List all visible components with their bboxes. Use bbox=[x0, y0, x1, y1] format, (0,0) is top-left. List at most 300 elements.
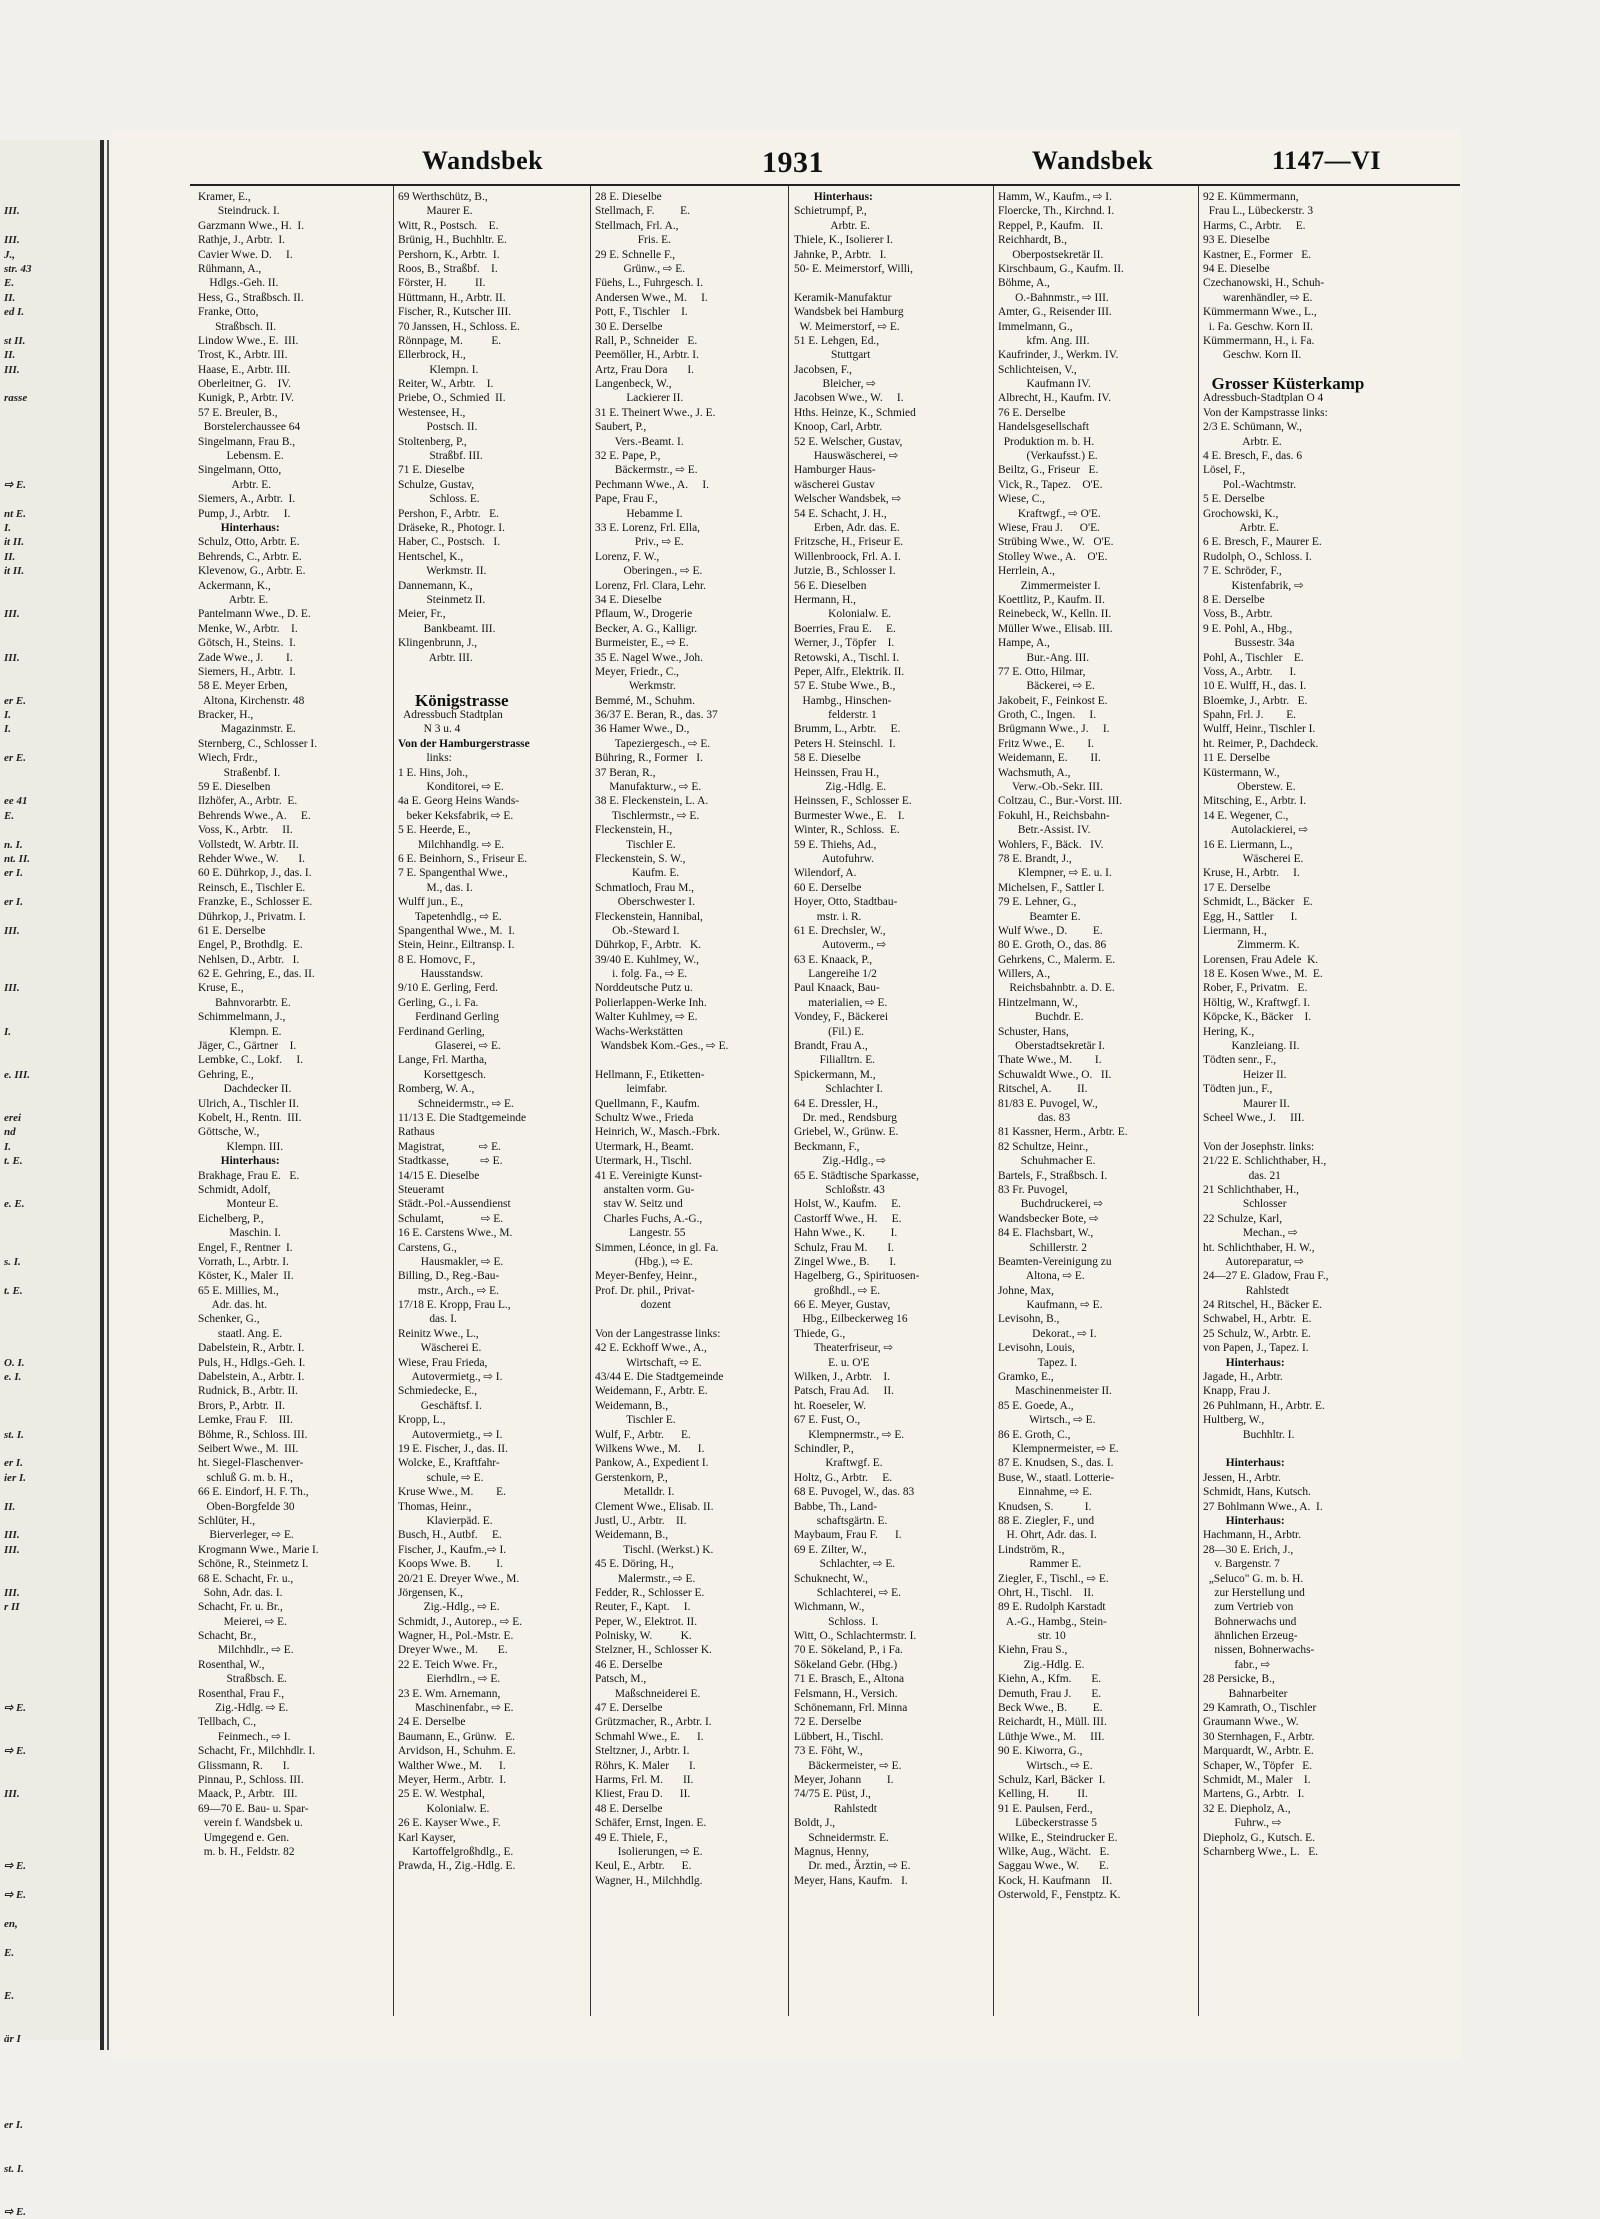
directory-line: Kruse Wwe., M. E. bbox=[398, 1486, 506, 1499]
directory-line: felderstr. 1 bbox=[794, 709, 877, 722]
directory-line: 69 Werthschütz, B., bbox=[398, 191, 488, 203]
directory-line: Bahnarbeiter bbox=[1203, 1687, 1288, 1700]
directory-line: Wiese, Frau J. O'E. bbox=[998, 521, 1100, 534]
column-divider bbox=[788, 186, 789, 2016]
directory-line: Sohn, Adr. das. I. bbox=[198, 1586, 283, 1599]
facing-page-line bbox=[4, 1485, 96, 1499]
directory-line: Stuttgart bbox=[794, 349, 871, 362]
facing-page-line bbox=[4, 1241, 96, 1255]
directory-line: Dreyer Wwe., M. E. bbox=[398, 1644, 508, 1657]
directory-line: Wilendorf, A. bbox=[794, 867, 857, 880]
directory-line: Lösel, F., bbox=[1203, 464, 1246, 477]
directory-line: Buse, W., staatl. Lotterie- bbox=[998, 1471, 1115, 1484]
directory-line: Rahlstedt bbox=[794, 1802, 877, 1815]
directory-line: Meyer, Friedr., C., bbox=[595, 665, 680, 678]
directory-line: O.-Bahnmstr., ⇨ III. bbox=[998, 291, 1109, 304]
facing-page-line bbox=[4, 492, 96, 506]
directory-line: Hampe, A., bbox=[998, 637, 1050, 650]
directory-line: Hinterhaus: bbox=[198, 521, 280, 534]
facing-page-fragment bbox=[4, 190, 96, 2218]
directory-line: Pol.-Wachtmstr. bbox=[1203, 478, 1297, 491]
facing-page-line bbox=[4, 1384, 96, 1398]
directory-line: Vers.-Beamt. I. bbox=[595, 435, 684, 448]
directory-line: 78 E. Brandt, J., bbox=[998, 852, 1072, 865]
facing-page-line: I. bbox=[4, 521, 12, 534]
directory-line: 1 E. Hins, Joh., bbox=[398, 766, 468, 779]
directory-line: Oberstadtsekretär I. bbox=[998, 1040, 1105, 1053]
facing-page-line bbox=[4, 1226, 96, 1240]
facing-page-line: III. bbox=[4, 1788, 20, 1801]
directory-line: 56 E. Dieselben bbox=[794, 579, 867, 592]
directory-line: 63 E. Knaack, P., bbox=[794, 953, 873, 966]
facing-page-line: III. bbox=[4, 363, 20, 376]
directory-line: 25 Schulz, W., Arbtr. E. bbox=[1203, 1327, 1311, 1340]
directory-line: Kümmermann Wwe., L., bbox=[1203, 306, 1317, 319]
directory-line: Wolcke, E., Kraftfahr- bbox=[398, 1457, 500, 1470]
directory-line: Burmester Wwe., E. I. bbox=[794, 809, 905, 822]
directory-line: Griebel, W., Grünw. E. bbox=[794, 1126, 899, 1139]
directory-line: 49 E. Thiele, F., bbox=[595, 1831, 668, 1844]
directory-line: Glaserei, ⇨ E. bbox=[398, 1040, 501, 1053]
directory-line: Kaufm. E. bbox=[595, 867, 680, 880]
facing-page-line bbox=[4, 2003, 96, 2017]
directory-line: Wulf, F., Arbtr. E. bbox=[595, 1428, 691, 1441]
directory-line: 48 E. Derselbe bbox=[595, 1802, 663, 1815]
directory-line: Ackermann, K., bbox=[198, 579, 271, 592]
facing-page-line: III. bbox=[4, 1586, 20, 1599]
directory-line: Königstrasse bbox=[398, 690, 509, 710]
directory-line: Willenbroock, Frl. A. I. bbox=[794, 550, 901, 563]
directory-line: Koettlitz, P., Kaufm. II. bbox=[998, 593, 1105, 606]
facing-page-line: ed I. bbox=[4, 306, 25, 319]
directory-line: Fischer, R., Kutscher III. bbox=[398, 306, 512, 319]
directory-line: 30 E. Derselbe bbox=[595, 320, 663, 333]
facing-page-line: e. III. bbox=[4, 1068, 30, 1081]
directory-line: Maurer II. bbox=[1203, 1097, 1290, 1110]
directory-line: Jessen, H., Arbtr. bbox=[1203, 1471, 1281, 1484]
facing-page-line bbox=[4, 2190, 96, 2204]
directory-line: links: bbox=[398, 752, 452, 765]
directory-line: Kolonialw. E. bbox=[398, 1802, 490, 1815]
directory-line: Gehring, E., bbox=[198, 1068, 254, 1081]
book-gutter bbox=[100, 140, 104, 2050]
directory-line: ht. Roeseler, W. bbox=[794, 1399, 866, 1412]
directory-line: Artz, Frau Dora I. bbox=[595, 363, 695, 376]
directory-line: schaftsgärtn. E. bbox=[794, 1514, 888, 1527]
directory-line: 38 E. Fleckenstein, L. A. bbox=[595, 795, 709, 808]
directory-line: Schultz Wwe., Frieda bbox=[595, 1112, 694, 1124]
directory-line: Dabelstein, R., Arbtr. I. bbox=[198, 1342, 305, 1355]
facing-page-line bbox=[4, 622, 96, 636]
directory-line: Hultberg, W., bbox=[1203, 1414, 1265, 1427]
directory-line: Bracker, H., bbox=[198, 709, 254, 722]
directory-line: Wirtschaft, ⇨ E. bbox=[595, 1356, 702, 1369]
directory-line: Wiese, Frau Frieda, bbox=[398, 1356, 488, 1369]
directory-line: v. Bargenstr. 7 bbox=[1203, 1558, 1280, 1571]
facing-page-line: ⇨ E. bbox=[4, 1702, 27, 1715]
directory-line: Bankbeamt. III. bbox=[398, 622, 496, 635]
directory-line: Meyer-Benfey, Heinr., bbox=[595, 1270, 698, 1283]
directory-line: 36/37 E. Beran, R., das. 37 bbox=[595, 709, 718, 722]
directory-line: Behrends, C., Arbtr. E. bbox=[198, 550, 302, 563]
directory-line: Rehder Wwe., W. I. bbox=[198, 852, 306, 865]
directory-line: Schulz, Otto, Arbtr. E. bbox=[198, 536, 300, 549]
directory-line: Lackierer II. bbox=[595, 392, 684, 405]
directory-line: Gramko, E., bbox=[998, 1371, 1054, 1384]
directory-line: Kraftwgf. E. bbox=[794, 1457, 883, 1470]
directory-line: Schmidt, Hans, Kutsch. bbox=[1203, 1486, 1311, 1499]
directory-line: Schulze, Gustav, bbox=[398, 478, 475, 491]
directory-column-2 bbox=[398, 190, 588, 2030]
directory-line: Lebensm. E. bbox=[198, 450, 284, 463]
directory-line: Cavier Wwe. D. I. bbox=[198, 248, 293, 261]
directory-line: Walther Wwe., M. I. bbox=[398, 1759, 506, 1772]
facing-page-line bbox=[4, 2104, 96, 2118]
directory-line: 22 E. Teich Wwe. Fr., bbox=[398, 1658, 498, 1671]
directory-line: Stellmach, Frl. A., bbox=[595, 219, 679, 232]
directory-line: 32 E. Diepholz, A., bbox=[1203, 1802, 1291, 1815]
directory-line: Brumm, L., Arbtr. E. bbox=[794, 723, 901, 736]
facing-page-line bbox=[4, 1960, 96, 1974]
directory-line: Wirtsch., ⇨ E. bbox=[998, 1759, 1093, 1772]
facing-page-line bbox=[4, 1902, 96, 1916]
directory-line: Schietrumpf, P., bbox=[794, 205, 867, 218]
directory-line: Wilkens Wwe., M. I. bbox=[595, 1442, 705, 1455]
directory-line bbox=[794, 276, 990, 290]
directory-line: Bohnerwachs und bbox=[1203, 1615, 1297, 1628]
directory-line: 65 E. Millies, M., bbox=[198, 1284, 279, 1297]
directory-line: Langereihe 1/2 bbox=[794, 968, 877, 981]
directory-line: Straßbsch. E. bbox=[198, 1673, 287, 1686]
facing-page-line bbox=[4, 463, 96, 477]
facing-page-line bbox=[4, 1442, 96, 1456]
facing-page-line bbox=[4, 1715, 96, 1729]
directory-line: Westensee, H., bbox=[398, 406, 466, 419]
directory-line: Jahnke, P., Arbtr. I. bbox=[794, 248, 887, 261]
directory-line: Autovermietg., ⇨ I. bbox=[398, 1371, 503, 1384]
facing-page-line bbox=[4, 1658, 96, 1672]
directory-line: Hinterhaus: bbox=[1203, 1356, 1285, 1369]
directory-line: Grützmacher, R., Arbtr. I. bbox=[595, 1716, 712, 1729]
facing-page-line bbox=[4, 1341, 96, 1355]
header-year: 1931 bbox=[762, 146, 824, 179]
directory-line: Mitsching, E., Arbtr. I. bbox=[1203, 795, 1307, 808]
directory-line: Thiele, K., Isolierer I. bbox=[794, 234, 893, 247]
directory-line: Von der Josephstr. links: bbox=[1203, 1140, 1315, 1153]
directory-line: Thate Wwe., M. I. bbox=[998, 1054, 1102, 1067]
facing-page-line bbox=[4, 1615, 96, 1629]
directory-line: Handelsgesellschaft bbox=[998, 421, 1090, 434]
directory-column-3 bbox=[595, 190, 785, 2030]
directory-line: 37 Beran, R., bbox=[595, 766, 656, 779]
directory-line: 69—70 E. Bau- u. Spar- bbox=[198, 1802, 309, 1815]
directory-line: Hbg., Eilbeckerweg 16 bbox=[794, 1313, 908, 1326]
directory-line: Theaterfriseur, ⇨ bbox=[794, 1342, 894, 1355]
directory-line: Langenbeck, W., bbox=[595, 378, 672, 391]
directory-line: Fritzsche, H., Friseur E. bbox=[794, 536, 904, 549]
directory-line: Wandsbek Kom.-Ges., ⇨ E. bbox=[595, 1040, 729, 1053]
directory-line: 71 E. Brasch, E., Altona bbox=[794, 1673, 905, 1686]
facing-page-line bbox=[4, 190, 96, 204]
directory-line: Dabelstein, A., Arbtr. I. bbox=[198, 1371, 305, 1384]
directory-line: Beamten-Vereinigung zu bbox=[998, 1255, 1112, 1268]
directory-line: 2/3 E. Schümann, W., bbox=[1203, 421, 1303, 434]
directory-line: Ob.-Steward I. bbox=[595, 924, 680, 937]
directory-line: Monteur E. bbox=[198, 1198, 279, 1211]
directory-line bbox=[595, 1312, 785, 1326]
directory-line: Vorrath, L., Arbtr. I. bbox=[198, 1255, 289, 1268]
directory-line: Puls, H., Hdlgs.-Geh. I. bbox=[198, 1356, 306, 1369]
directory-line: 36 Hamer Wwe., D., bbox=[595, 723, 690, 736]
facing-page-line bbox=[4, 1097, 96, 1111]
directory-line: Voss, A., Arbtr. I. bbox=[1203, 665, 1297, 678]
directory-line: Lorensen, Frau Adele K. bbox=[1203, 953, 1319, 966]
directory-line: Schillerstr. 2 bbox=[998, 1241, 1087, 1254]
facing-page-line bbox=[4, 1327, 96, 1341]
directory-line: Rall, P., Schneider E. bbox=[595, 334, 698, 347]
directory-line: Zimmerm. K. bbox=[1203, 939, 1300, 952]
facing-page-line: III. bbox=[4, 1529, 20, 1542]
directory-line: Reichsbahnbtr. a. D. E. bbox=[998, 982, 1115, 995]
directory-line: Jakobeit, F., Feinkost E. bbox=[998, 694, 1108, 707]
directory-line: E. u. O'E bbox=[794, 1356, 870, 1369]
directory-line: Wagner, H., Pol.-Mstr. E. bbox=[398, 1630, 514, 1643]
directory-line: Stelzner, H., Schlosser K. bbox=[595, 1644, 712, 1657]
directory-line: Winter, R., Schloss. E. bbox=[794, 824, 900, 837]
directory-line: Zimmermeister I. bbox=[998, 579, 1101, 592]
directory-line: 81 Kassner, Herm., Arbtr. E. bbox=[998, 1126, 1128, 1139]
directory-line: Oberstew. E. bbox=[1203, 781, 1296, 794]
directory-line: Wagner, H., Milchhdlg. bbox=[595, 1874, 703, 1887]
directory-line: Lübbert, H., Tischl. bbox=[794, 1730, 884, 1743]
directory-line: Jagade, H., Arbtr. bbox=[1203, 1371, 1283, 1384]
directory-line: Oberleitner, G. IV. bbox=[198, 378, 291, 391]
directory-line: Retowski, A., Tischl. I. bbox=[794, 651, 900, 664]
directory-line: 4 E. Bresch, F., das. 6 bbox=[1203, 450, 1303, 463]
facing-page-line bbox=[4, 219, 96, 233]
directory-line: dozent bbox=[595, 1299, 671, 1312]
directory-line: 83 Fr. Puvogel, bbox=[998, 1183, 1068, 1196]
directory-line: N 3 u. 4 bbox=[398, 723, 461, 736]
facing-page-line: ⇨ E. bbox=[4, 1745, 27, 1758]
directory-line: Stadtkasse, ⇨ E. bbox=[398, 1155, 503, 1168]
directory-line: Dekorat., ⇨ I. bbox=[998, 1327, 1097, 1340]
directory-line: 88 E. Ziegler, F., und bbox=[998, 1514, 1095, 1527]
facing-page-line: it II. bbox=[4, 565, 25, 578]
directory-line: Egg, H., Sattler I. bbox=[1203, 910, 1298, 923]
directory-line: Altona, Kirchenstr. 48 bbox=[198, 694, 305, 707]
directory-line: Heinssen, Frau H., bbox=[794, 766, 880, 779]
directory-line: Floercke, Th., Kirchnd. I. bbox=[998, 205, 1115, 218]
directory-line: Schuster, Hans, bbox=[998, 1025, 1069, 1038]
directory-line: 17 E. Derselbe bbox=[1203, 881, 1271, 894]
directory-line: Schlachterei, ⇨ E. bbox=[794, 1586, 901, 1599]
directory-line: Coltzau, C., Bur.-Vorst. III. bbox=[998, 795, 1123, 808]
directory-line: das. 83 bbox=[998, 1112, 1071, 1124]
directory-line: 86 E. Groth, C., bbox=[998, 1428, 1071, 1441]
directory-line: Hausstandsw. bbox=[398, 968, 484, 981]
directory-line: Patsch, M., bbox=[595, 1673, 647, 1686]
directory-line: 9 E. Pohl, A., Hbg., bbox=[1203, 622, 1293, 635]
directory-line: 79 E. Lehner, G., bbox=[998, 896, 1077, 909]
directory-line: 28 E. Dieselbe bbox=[595, 191, 662, 203]
directory-line: Klingenbrunn, J., bbox=[398, 637, 478, 650]
facing-page-line bbox=[4, 1169, 96, 1183]
directory-line: Von der Langestrasse links: bbox=[595, 1327, 721, 1340]
directory-line: Konditorei, ⇨ E. bbox=[398, 781, 504, 794]
directory-line: Umgegend e. Gen. bbox=[198, 1831, 290, 1844]
directory-line: Köster, K., Maler II. bbox=[198, 1270, 294, 1283]
directory-line: Rosenthal, W., bbox=[198, 1658, 265, 1671]
directory-line: wäscherei Gustav bbox=[794, 478, 875, 491]
directory-line: 22 Schulze, Karl, bbox=[1203, 1212, 1283, 1225]
directory-line: Ulrich, A., Tischler II. bbox=[198, 1097, 299, 1110]
facing-page-line: E. bbox=[4, 809, 15, 822]
facing-page-line bbox=[4, 1082, 96, 1096]
directory-line: Gehrkens, C., Malerm. E. bbox=[998, 953, 1116, 966]
facing-page-line bbox=[4, 2133, 96, 2147]
directory-line: Pinnau, P., Schloss. III. bbox=[198, 1773, 304, 1786]
directory-line: Garzmann Wwe., H. I. bbox=[198, 219, 305, 232]
directory-line: Hahn Wwe., K. I. bbox=[794, 1227, 898, 1240]
facing-page-line bbox=[4, 1874, 96, 1888]
directory-line: Graumann Wwe., W. bbox=[1203, 1716, 1299, 1729]
directory-line: Glissmann, R. I. bbox=[198, 1759, 290, 1772]
directory-line: Eierhdlrn., ⇨ E. bbox=[398, 1673, 501, 1686]
directory-line: Klevenow, G., Arbtr. E. bbox=[198, 565, 306, 578]
directory-line: 58 E. Dieselbe bbox=[794, 752, 861, 765]
directory-line: Kruse, E., bbox=[198, 982, 244, 995]
directory-line: Heinssen, F., Schlosser E. bbox=[794, 795, 912, 808]
directory-line: 14/15 E. Dieselbe bbox=[398, 1169, 480, 1182]
directory-line: Schimmelmann, J., bbox=[198, 1011, 286, 1024]
directory-line: Maurer E. bbox=[398, 205, 473, 218]
facing-page-line bbox=[4, 1312, 96, 1326]
directory-line: Fischer, J., Kaufm.,⇨ I. bbox=[398, 1543, 507, 1556]
directory-line: Bäckermstr., ⇨ E. bbox=[595, 464, 698, 477]
directory-line: Förster, H. II. bbox=[398, 277, 486, 290]
directory-line: Füehs, L., Fuhrgesch. I. bbox=[595, 277, 703, 290]
directory-line: Hüttmann, H., Arbtr. II. bbox=[398, 291, 506, 304]
directory-line: Einnahme, ⇨ E. bbox=[998, 1486, 1093, 1499]
directory-line: Nehlsen, D., Arbtr. I. bbox=[198, 953, 300, 966]
directory-column-4 bbox=[794, 190, 990, 2030]
directory-line: Karl Kayser, bbox=[398, 1831, 456, 1844]
facing-page-line bbox=[4, 435, 96, 449]
column-divider bbox=[393, 186, 394, 2016]
directory-line: 39/40 E. Kuhlmey, W., bbox=[595, 953, 699, 966]
directory-line: Meyer, Hans, Kaufm. I. bbox=[794, 1874, 908, 1887]
facing-page-line: er E. bbox=[4, 752, 26, 765]
directory-line: Lüthje Wwe., M. III. bbox=[998, 1730, 1105, 1743]
directory-line: Pantelmann Wwe., D. E. bbox=[198, 608, 311, 621]
facing-page-line bbox=[4, 823, 96, 837]
directory-line: leimfabr. bbox=[595, 1083, 668, 1096]
directory-line bbox=[1203, 1125, 1399, 1139]
directory-line: großhdl., ⇨ E. bbox=[794, 1284, 881, 1297]
directory-line: Wäscherei E. bbox=[398, 1342, 482, 1355]
facing-page-line bbox=[4, 737, 96, 751]
directory-line: Jäger, C., Gärtner I. bbox=[198, 1040, 297, 1053]
facing-page-line bbox=[4, 406, 96, 420]
directory-line: Fleckenstein, Hannibal, bbox=[595, 910, 703, 923]
directory-line: Jacobsen, F., bbox=[794, 363, 852, 376]
directory-line: Schwabel, H., Arbtr. E. bbox=[1203, 1313, 1312, 1326]
directory-line: 89 E. Rudolph Karstadt bbox=[998, 1601, 1106, 1614]
directory-line: Beamter E. bbox=[998, 910, 1081, 923]
directory-line: Steueramt bbox=[398, 1183, 445, 1196]
directory-line: Haber, C., Postsch. I. bbox=[398, 536, 501, 549]
directory-line: Singelmann, Frau B., bbox=[198, 435, 296, 448]
directory-line: Werner, J., Töpfer I. bbox=[794, 637, 895, 650]
directory-line: 8 E. Derselbe bbox=[1203, 593, 1265, 606]
directory-line: Lemke, Frau F. III. bbox=[198, 1414, 293, 1427]
directory-line: Levisohn, Louis, bbox=[998, 1342, 1075, 1355]
directory-line: 77 E. Otto, Hilmar, bbox=[998, 665, 1086, 678]
directory-line: Welscher Wandsbek, ⇨ bbox=[794, 493, 902, 506]
directory-line: Simmen, Léonce, in gl. Fa. bbox=[595, 1241, 719, 1254]
directory-line: Autolackierei, ⇨ bbox=[1203, 824, 1309, 837]
directory-line: Vondey, F., Bäckerei bbox=[794, 1011, 888, 1024]
directory-line: 70 Janssen, H., Schloss. E. bbox=[398, 320, 520, 333]
directory-line: 74/75 E. Püst, J., bbox=[794, 1788, 871, 1801]
directory-line: Schacht, Fr., Milchhdlr. I. bbox=[198, 1745, 316, 1758]
directory-line: Wachs-Werkstätten bbox=[595, 1025, 683, 1038]
directory-line: Kanzleiang. II. bbox=[1203, 1040, 1300, 1053]
directory-line: 43/44 E. Die Stadtgemeinde bbox=[595, 1371, 724, 1384]
facing-page-line bbox=[4, 1557, 96, 1571]
directory-line: ähnlichen Erzeug- bbox=[1203, 1630, 1298, 1643]
facing-page-line: n. I. bbox=[4, 838, 23, 851]
directory-line: Schulamt, ⇨ E. bbox=[398, 1212, 504, 1225]
directory-line: Schlachter I. bbox=[794, 1083, 883, 1096]
directory-line: 70 E. Sökeland, P., i Fa. bbox=[794, 1644, 903, 1657]
facing-page-line bbox=[4, 377, 96, 391]
directory-line: Hoyer, Otto, Stadtbau- bbox=[794, 896, 898, 909]
facing-page-line bbox=[4, 2061, 96, 2075]
directory-line: 76 E. Derselbe bbox=[998, 406, 1066, 419]
directory-line: Ferdinand Gerling bbox=[398, 1011, 499, 1024]
directory-line: Wilke, Aug., Wächt. E. bbox=[998, 1845, 1110, 1858]
directory-line: Klempnermstr., ⇨ E. bbox=[794, 1428, 905, 1441]
directory-line: Patsch, Frau Ad. II. bbox=[794, 1385, 894, 1398]
directory-line: 17/18 E. Kropp, Frau L., bbox=[398, 1299, 511, 1312]
directory-line: Knudsen, S. I. bbox=[998, 1500, 1092, 1513]
facing-page-line: er I. bbox=[4, 2119, 23, 2132]
directory-line: Prawda, H., Zig.-Hdlg. E. bbox=[398, 1860, 516, 1873]
directory-line: Keramik-Manufaktur bbox=[794, 291, 892, 304]
directory-line: 8 E. Homovc, F., bbox=[398, 953, 476, 966]
directory-line: Boerries, Frau E. E. bbox=[794, 622, 896, 635]
directory-line: Saubert, P., bbox=[595, 421, 647, 434]
facing-page-line bbox=[4, 449, 96, 463]
column-divider bbox=[1198, 186, 1199, 2016]
facing-page-line: är I bbox=[4, 2033, 21, 2045]
directory-line: Ohrt, H., Tischl. II. bbox=[998, 1586, 1094, 1599]
directory-line: 66 E. Eindorf, H. F. Th., bbox=[198, 1486, 309, 1499]
directory-line: Schlichteisen, V., bbox=[998, 363, 1077, 376]
facing-page-line bbox=[4, 320, 96, 334]
directory-line: Meyer, Herm., Arbtr. I. bbox=[398, 1773, 507, 1786]
directory-line: Schmiedecke, E., bbox=[398, 1385, 478, 1398]
directory-line: Peters H. Steinschl. I. bbox=[794, 737, 896, 750]
facing-page-line: ee 41 bbox=[4, 795, 28, 808]
directory-line: Lembke, C., Lokf. I. bbox=[198, 1054, 304, 1067]
facing-page-line bbox=[4, 593, 96, 607]
directory-line: 7 E. Spangenthal Wwe., bbox=[398, 867, 508, 880]
directory-line: Oben-Borgfelde 30 bbox=[198, 1500, 295, 1513]
directory-line: 61 E. Derselbe bbox=[198, 924, 266, 937]
